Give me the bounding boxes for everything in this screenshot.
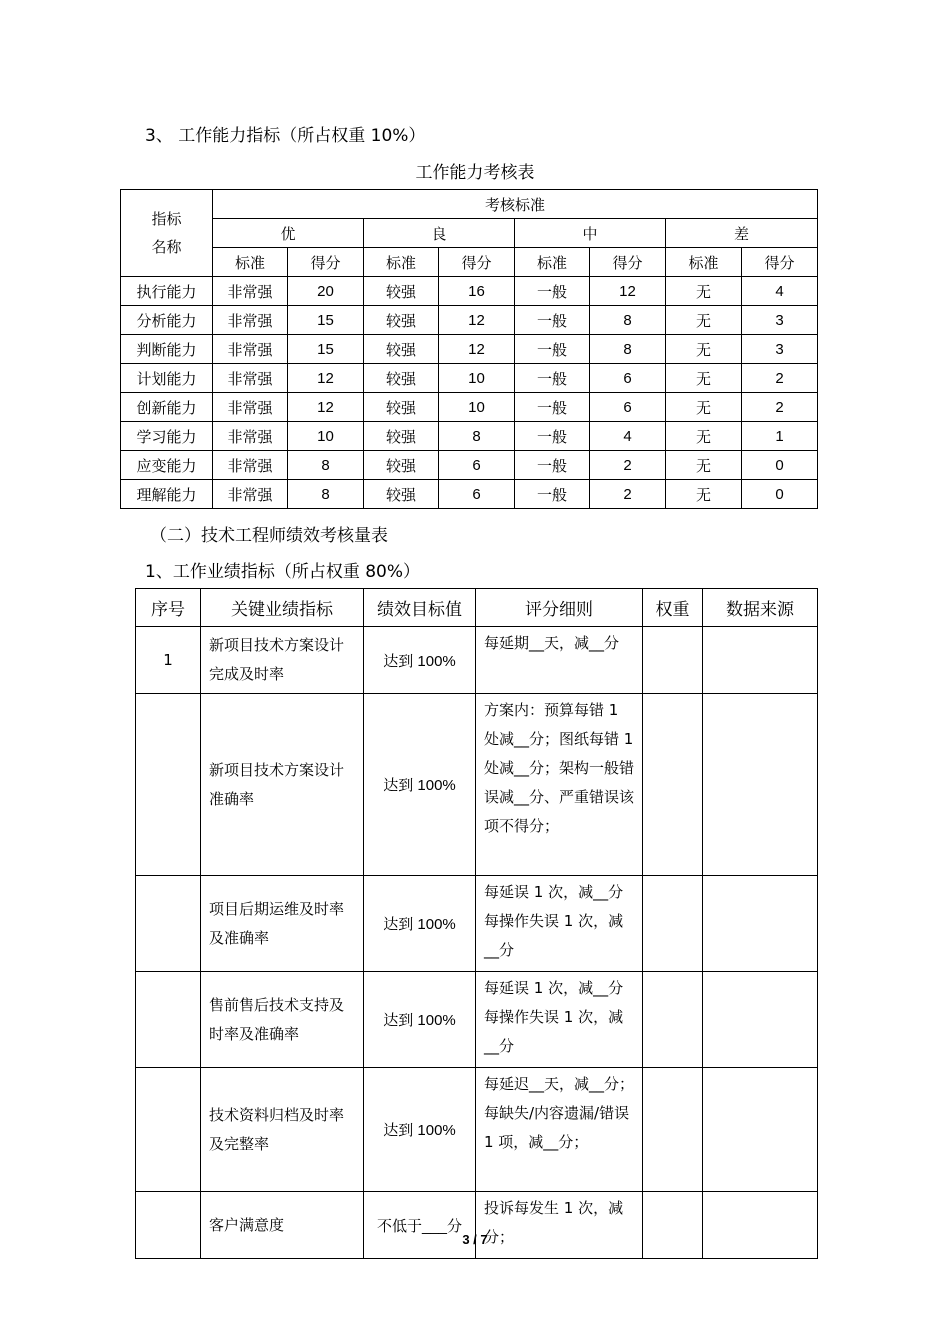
- header-no: 序号: [136, 589, 201, 627]
- standard-cell: 无: [666, 335, 742, 364]
- data-source-cell: [703, 972, 818, 1068]
- work-ability-table: [120, 189, 818, 509]
- score-cell: 2: [742, 364, 818, 393]
- target-value: 不低于___分: [364, 1192, 476, 1259]
- weight-cell: [643, 972, 703, 1068]
- grade-header: 差: [666, 219, 818, 248]
- indicator-name: 售前售后技术支持及时率及准确率: [201, 972, 364, 1068]
- score-cell: 8: [590, 335, 666, 364]
- standard-cell: 较强: [364, 364, 439, 393]
- indicator-name: 新项目技术方案设计准确率: [201, 694, 364, 876]
- indicator-name: 技术资料归档及时率及完整率: [201, 1068, 364, 1192]
- indicator-name: 项目后期运维及时率及准确率: [201, 876, 364, 972]
- indicator-row: [136, 694, 818, 876]
- standard-cell: 一般: [515, 277, 590, 306]
- weight-cell: [643, 1192, 703, 1259]
- score-subheader: 得分: [742, 248, 818, 277]
- standard-cell: 一般: [515, 335, 590, 364]
- standard-cell: 非常强: [213, 422, 288, 451]
- score-cell: 10: [439, 364, 515, 393]
- ability-name: 应变能力: [121, 451, 213, 480]
- standard-cell: 较强: [364, 451, 439, 480]
- scoring-rule: 每延误 1 次，减__分每操作失误 1 次，减__分: [476, 972, 643, 1068]
- score-cell: 12: [439, 306, 515, 335]
- standard-cell: 非常强: [213, 277, 288, 306]
- indicator-row: [136, 627, 818, 694]
- score-subheader: 得分: [590, 248, 666, 277]
- weight-cell: [643, 876, 703, 972]
- standard-cell: 非常强: [213, 393, 288, 422]
- standard-cell: 较强: [364, 422, 439, 451]
- standard-cell: 较强: [364, 306, 439, 335]
- standard-cell: 较强: [364, 335, 439, 364]
- row-number: [136, 876, 201, 972]
- standard-cell: 无: [666, 480, 742, 509]
- assessment-standard-header: 考核标准: [213, 190, 818, 219]
- grade-header: 良: [364, 219, 515, 248]
- data-source-cell: [703, 1192, 818, 1259]
- ability-name: 学习能力: [121, 422, 213, 451]
- ability-row: [121, 480, 818, 509]
- score-cell: 0: [742, 480, 818, 509]
- target-value: 达到 100%: [364, 972, 476, 1068]
- indicator-row: [136, 1192, 818, 1259]
- row-number: [136, 694, 201, 876]
- indicator-name: 新项目技术方案设计完成及时率: [201, 627, 364, 694]
- ability-name: 创新能力: [121, 393, 213, 422]
- score-cell: 12: [439, 335, 515, 364]
- table1-caption: 工作能力考核表: [415, 163, 535, 183]
- row-number: 1: [136, 627, 201, 694]
- ability-name: 计划能力: [121, 364, 213, 393]
- score-cell: 8: [288, 480, 364, 509]
- score-cell: 2: [590, 480, 666, 509]
- score-cell: 15: [288, 306, 364, 335]
- weight-cell: [643, 627, 703, 694]
- standard-cell: 非常强: [213, 335, 288, 364]
- standard-cell: 一般: [515, 393, 590, 422]
- page-number: 3 / 7: [462, 1232, 488, 1247]
- performance-indicator-table: [135, 588, 818, 1259]
- standard-subheader: 标准: [213, 248, 288, 277]
- indicator-name: 客户满意度: [201, 1192, 364, 1259]
- standard-cell: 非常强: [213, 451, 288, 480]
- target-value: 达到 100%: [364, 627, 476, 694]
- score-subheader: 得分: [439, 248, 515, 277]
- standard-cell: 较强: [364, 393, 439, 422]
- section-2-1-heading: 1、工作业绩指标（所占权重 80%）: [145, 562, 421, 582]
- score-cell: 2: [742, 393, 818, 422]
- score-cell: 8: [439, 422, 515, 451]
- section-3-heading: 3、 工作能力指标（所占权重 10%）: [145, 126, 426, 146]
- standard-cell: 无: [666, 422, 742, 451]
- score-cell: 8: [590, 306, 666, 335]
- data-source-cell: [703, 694, 818, 876]
- score-cell: 4: [742, 277, 818, 306]
- ability-name: 判断能力: [121, 335, 213, 364]
- data-source-cell: [703, 1068, 818, 1192]
- standard-cell: 无: [666, 393, 742, 422]
- indicator-name-header: 指标 名称: [121, 190, 213, 277]
- header-indicator: 关键业绩指标: [201, 589, 364, 627]
- standard-cell: 一般: [515, 451, 590, 480]
- standard-cell: 无: [666, 277, 742, 306]
- score-cell: 1: [742, 422, 818, 451]
- score-cell: 10: [439, 393, 515, 422]
- ability-row: [121, 451, 818, 480]
- score-subheader: 得分: [288, 248, 364, 277]
- header-target: 绩效目标值: [364, 589, 476, 627]
- grade-header: 中: [515, 219, 666, 248]
- data-source-cell: [703, 876, 818, 972]
- row-number: [136, 1192, 201, 1259]
- indicator-row: [136, 876, 818, 972]
- standard-subheader: 标准: [666, 248, 742, 277]
- score-cell: 3: [742, 335, 818, 364]
- ability-name: 理解能力: [121, 480, 213, 509]
- ability-row: [121, 306, 818, 335]
- standard-cell: 无: [666, 451, 742, 480]
- scoring-rule: 每延误 1 次，减__分每操作失误 1 次，减__分: [476, 876, 643, 972]
- ability-row: [121, 335, 818, 364]
- indicator-row: [136, 972, 818, 1068]
- weight-cell: [643, 1068, 703, 1192]
- standard-cell: 较强: [364, 277, 439, 306]
- weight-cell: [643, 694, 703, 876]
- score-cell: 10: [288, 422, 364, 451]
- score-cell: 4: [590, 422, 666, 451]
- score-cell: 2: [590, 451, 666, 480]
- standard-cell: 非常强: [213, 480, 288, 509]
- standard-cell: 一般: [515, 480, 590, 509]
- score-cell: 8: [288, 451, 364, 480]
- target-value: 达到 100%: [364, 694, 476, 876]
- score-cell: 0: [742, 451, 818, 480]
- score-cell: 6: [590, 364, 666, 393]
- standard-subheader: 标准: [364, 248, 439, 277]
- header-source: 数据来源: [703, 589, 818, 627]
- score-cell: 15: [288, 335, 364, 364]
- standard-subheader: 标准: [515, 248, 590, 277]
- scoring-rule: 每延期__天，减__分: [476, 627, 643, 694]
- score-cell: 6: [590, 393, 666, 422]
- score-cell: 16: [439, 277, 515, 306]
- standard-cell: 一般: [515, 422, 590, 451]
- ability-row: [121, 393, 818, 422]
- score-cell: 12: [288, 393, 364, 422]
- scoring-rule: 投诉每发生 1 次，减分；: [476, 1192, 643, 1259]
- data-source-cell: [703, 627, 818, 694]
- score-cell: 3: [742, 306, 818, 335]
- row-number: [136, 1068, 201, 1192]
- standard-cell: 一般: [515, 364, 590, 393]
- score-cell: 6: [439, 451, 515, 480]
- standard-cell: 较强: [364, 480, 439, 509]
- score-cell: 12: [590, 277, 666, 306]
- scoring-rule: 每延迟__天，减__分；每缺失/内容遗漏/错误 1 项，减__分；: [476, 1068, 643, 1192]
- standard-cell: 非常强: [213, 364, 288, 393]
- scoring-rule: 方案内：预算每错 1 处减__分；图纸每错 1 处减__分；架构一般错误减__分、严重错误该项不得分；: [476, 694, 643, 876]
- standard-cell: 无: [666, 364, 742, 393]
- target-value: 达到 100%: [364, 1068, 476, 1192]
- ability-row: [121, 277, 818, 306]
- ability-row: [121, 364, 818, 393]
- header-weight: 权重: [643, 589, 703, 627]
- grade-header: 优: [213, 219, 364, 248]
- section-2-heading: （二）技术工程师绩效考核量表: [150, 526, 388, 546]
- row-number: [136, 972, 201, 1068]
- score-cell: 6: [439, 480, 515, 509]
- standard-cell: 无: [666, 306, 742, 335]
- ability-name: 分析能力: [121, 306, 213, 335]
- indicator-row: [136, 1068, 818, 1192]
- ability-name: 执行能力: [121, 277, 213, 306]
- score-cell: 20: [288, 277, 364, 306]
- ability-row: [121, 422, 818, 451]
- header-scoring: 评分细则: [476, 589, 643, 627]
- standard-cell: 非常强: [213, 306, 288, 335]
- standard-cell: 一般: [515, 306, 590, 335]
- score-cell: 12: [288, 364, 364, 393]
- target-value: 达到 100%: [364, 876, 476, 972]
